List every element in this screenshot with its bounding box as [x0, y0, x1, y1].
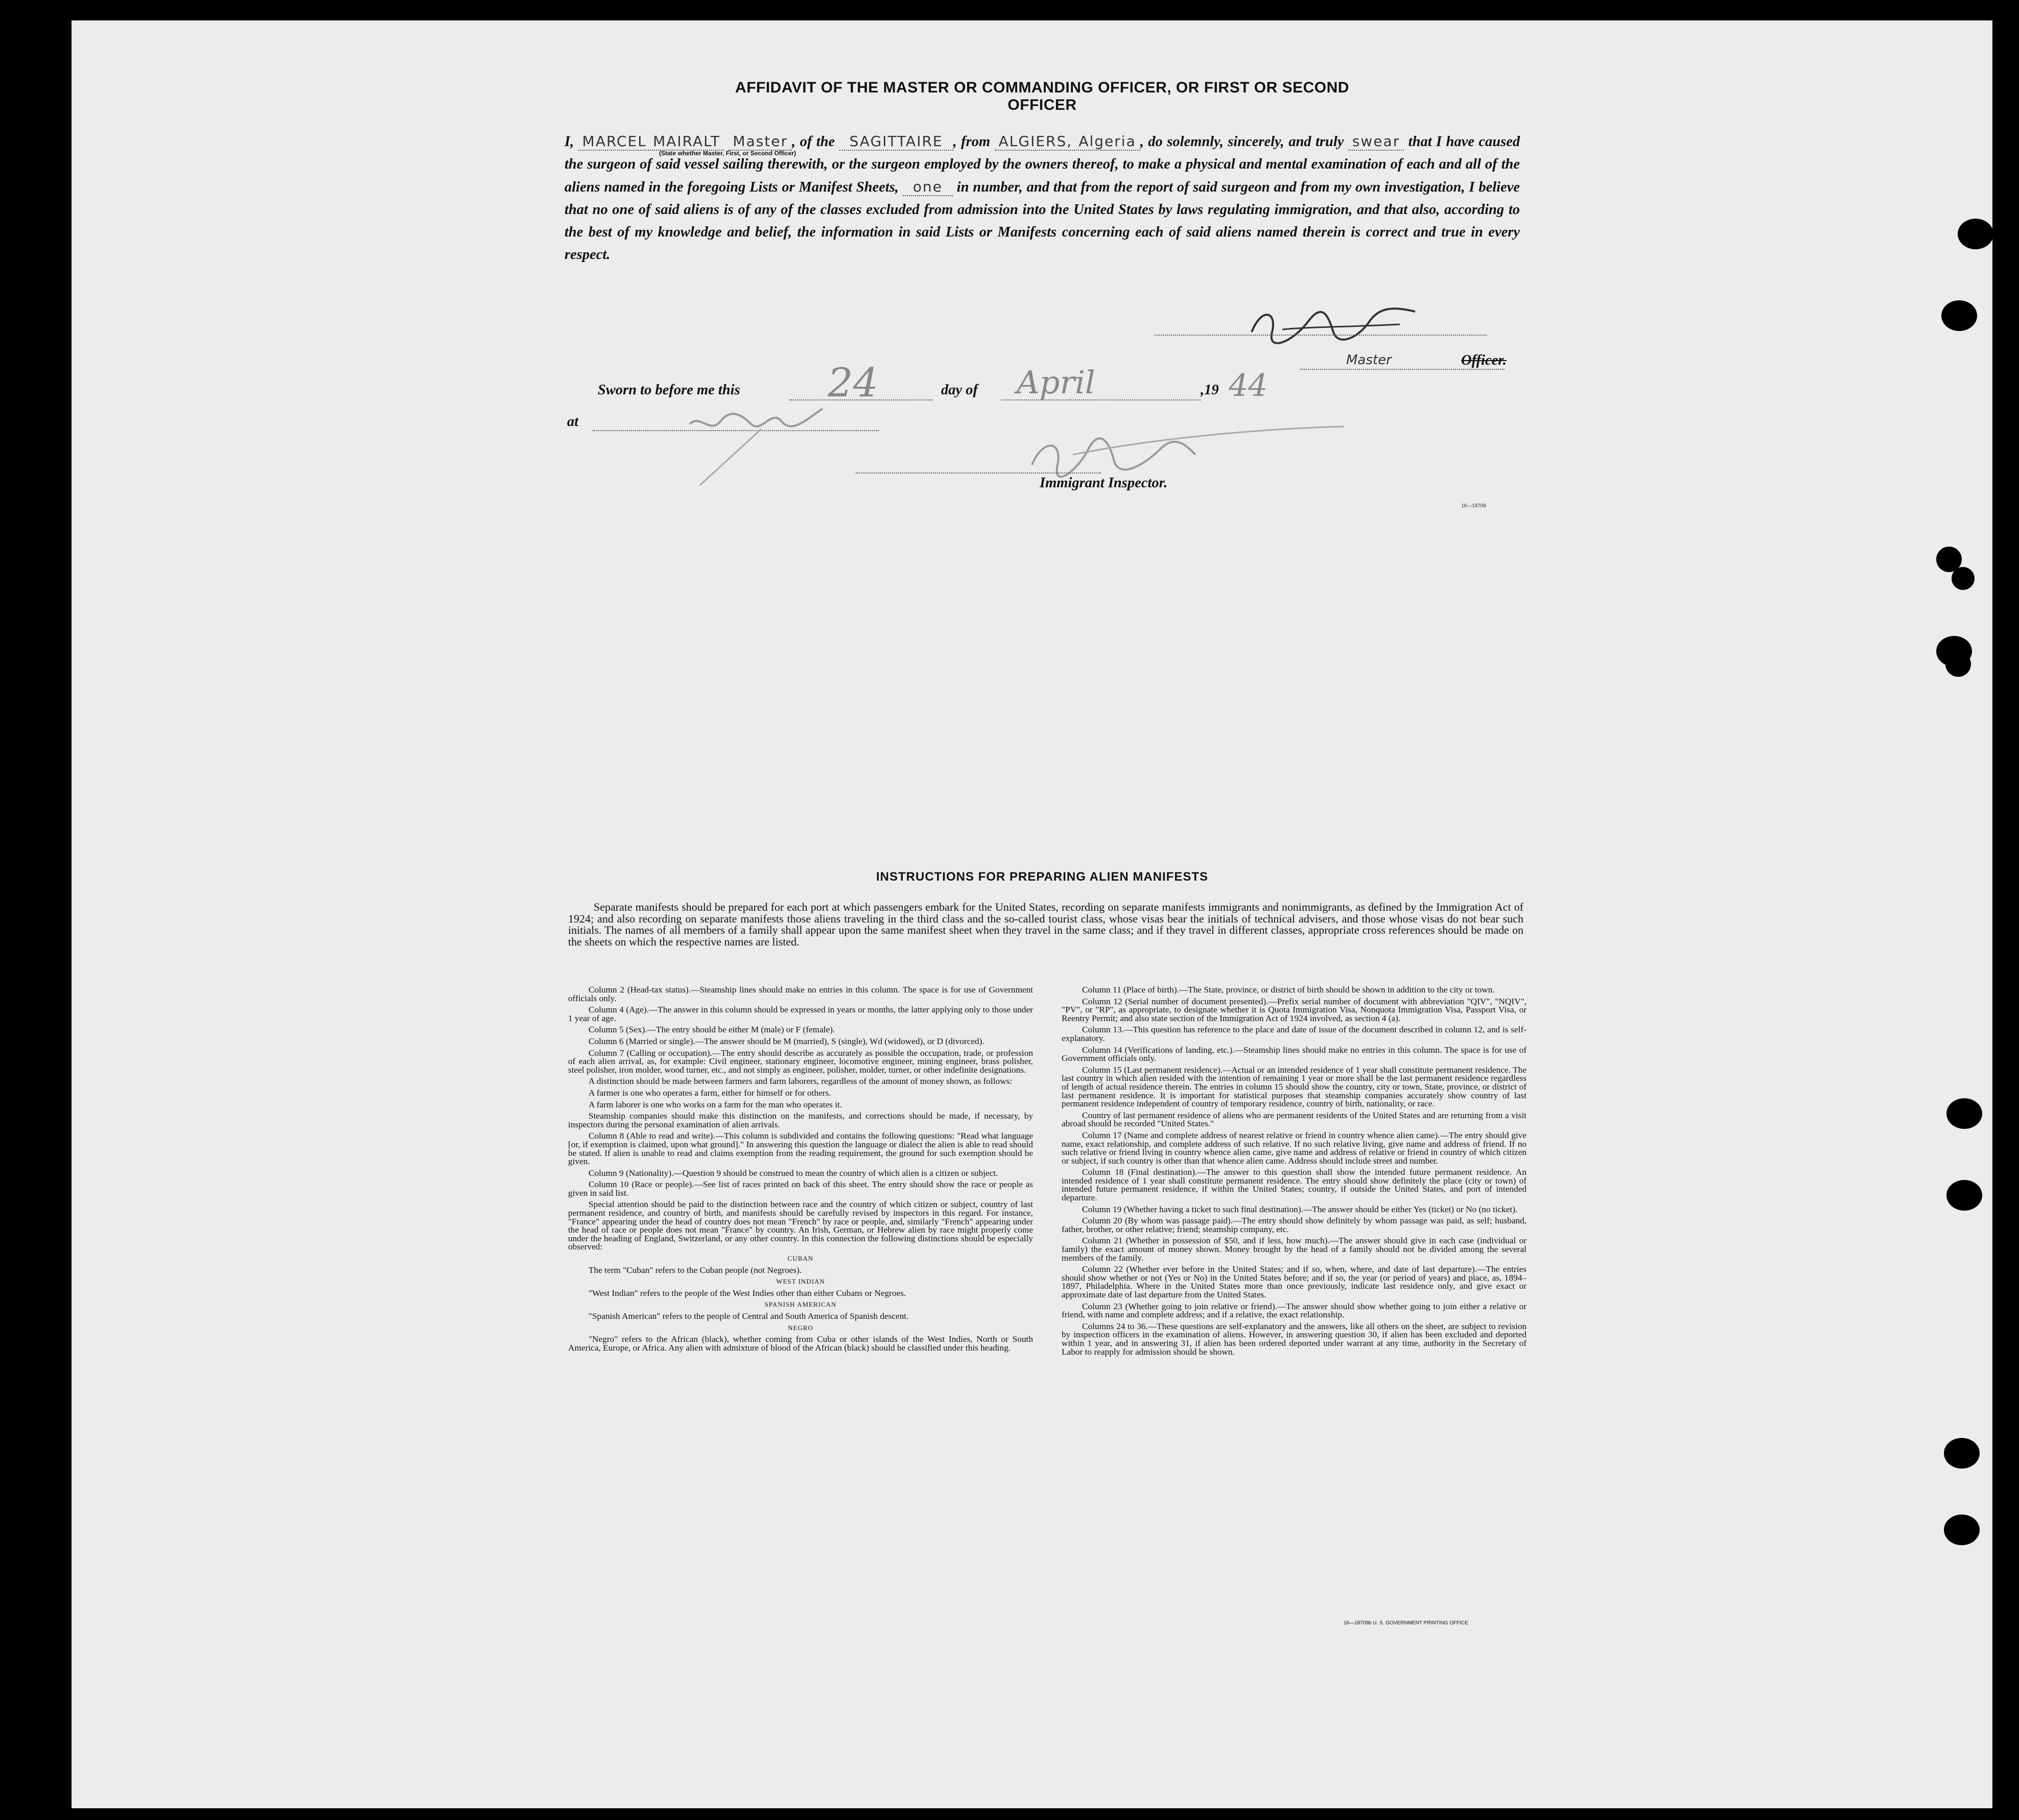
instruction-paragraph: Column 15 (Last permanent residence).—Actual or an intended residence of 1 year shall constitute permanent residence. The last country in which alien resided with the intention of remaining 1 year or more shall be the last permanent residence regardless of length of actual residence therein. The entries in column 15 should show the country, city or town, State, province, or district of last permanent residence. It is important for statistical purposes that steamship companies accurately show country of last permanent residence independent of country of temporary residence, country of birth, nationality, or race.	[1062, 1065, 1527, 1109]
rank-subnote: (State whether Master, First, or Second Officer)	[659, 150, 796, 157]
instruction-paragraph: A farmer is one who operates a farm, either for himself or for others.	[589, 1088, 831, 1098]
stamp-scrawl-icon	[679, 393, 894, 490]
instruction-paragraph: Column 13.—This question has reference to the place and date of issue of the document described in column 12, and is self-explanatory.	[1062, 1025, 1527, 1043]
inspector-line	[856, 472, 1101, 474]
instruction-paragraph: Column 11 (Place of birth).—The State, province, or district of birth should be shown in addition to the city or town.	[1082, 985, 1495, 995]
text-fragment: , from	[953, 134, 991, 150]
instruction-paragraph: Country of last permanent residence of aliens who are permanent residents of the United States and are returning from a visit abroad should be recorded "United States."	[1062, 1110, 1527, 1129]
instruction-paragraph: Column 4 (Age).—The answer in this column should be expressed in years or months, the latter applying only to those under 1 year of age.	[568, 1005, 1033, 1023]
instructions-title: INSTRUCTIONS FOR PREPARING ALIEN MANIFESTS	[876, 870, 1208, 884]
punch-hole	[1946, 1098, 1982, 1129]
year-prefix: ,19	[1201, 382, 1219, 398]
instruction-paragraph: Column 7 (Calling or occupation).—The entry should describe as accurately as possible the occupation, trade, or profession of each alien arrival, as, for example: Civil engineer, stationary engineer, locomotive engineer, mining engineer, brass polisher, steel polisher, iron molder, wood turner, etc., and not simply as engineer, polisher, molder, turner, or other indefinite designations.	[568, 1048, 1033, 1075]
section-heading-cuban: CUBAN	[787, 1255, 814, 1263]
instruction-paragraph: Column 22 (Whether ever before in the United States; and if so, when, where, and date of last departure).—The entries should show whether or not (Yes or No) in the United States before; and if so, the year (or period of years) and place, as, 1894–1897, Philadelphia. Where in the United States more than once previously, indicate last residence only, and give exact or approximate date of last departure from the United States.	[1062, 1264, 1527, 1299]
signature-scrawl-icon	[1247, 296, 1420, 352]
text-fragment: that I have caused the surgeon of said vessel sailing therewith, or the surgeon employed by the owners thereof, to make a physical and mental examination of each and all of the aliens named in the foregoing Lists or Manifest Sheets,	[565, 134, 1520, 195]
instructions-right-column	[1062, 986, 1527, 1359]
instruction-paragraph: Column 21 (Whether in possession of $50, and if less, how much).—The answer should give in each case (individual or family) the exact amount of money shown. Money brought by the head of a family should not be divided among the several members of the family.	[1062, 1236, 1527, 1263]
master-word: Master	[1346, 352, 1392, 368]
sworn-label: Sworn to before me this	[598, 382, 740, 398]
punch-hole	[1944, 1515, 1980, 1545]
instruction-paragraph: Column 8 (Able to read and write).—This column is subdivided and contains the following questions: "Read what language [or, if exemption is claimed, upon what ground]." In answering this question the language or dialect the alien is able to read should be stated. If alien is unable to read and claims exemption from the reading requirement, the ground for such exemption should be given.	[568, 1131, 1033, 1167]
officer-line	[1300, 369, 1505, 370]
instructions-intro: Separate manifests should be prepared for each port at which passengers embark for the United States, recording on separate manifests immigrants and nonimmigrants, as defined by the Immigration Act of 1924; and also recording on separate manifests those aliens traveling in the third class and the so-called tourist class, whose visas bear the initials of technical advisers, and those whose visas do not bear such initials. The names of all members of a family shall appear upon the same manifest sheet when they travel in the same class; and if they travel in different classes, appropriate cross references should be made on the sheets on which the respective names are listed.	[568, 901, 1523, 948]
printing-office-footer: 16—18709b U. S. GOVERNMENT PRINTING OFFICE	[1344, 1620, 1468, 1626]
master-signature	[1247, 296, 1420, 352]
text-fragment: in number, and that from the report of said surgeon and from my own investigation, I believe that no one of said aliens is of any of the classes excluded from admission into the United States by laws regulating immigration, and that also, according to the best of my knowledge and belief, the information in said Lists or Manifests concerning each of said aliens named therein is correct and true in every respect.	[565, 179, 1520, 263]
section-heading-negro: NEGRO	[788, 1323, 813, 1332]
instruction-paragraph: Column 10 (Race or people).—See list of races printed on back of this sheet. The entry should show the race or people as given in said list.	[568, 1179, 1033, 1198]
instruction-paragraph: Special attention should be paid to the distinction between race and the country of which citizen or subject, country of last permanent residence, and country of birth, and manifests should be carefully revised by inspectors in this regard. For instance, "France" appearing under the head of country does not mean "French" by race or people, and, similarly "French" appearing under the head of race or people does not mean "France" by country. An Irish, German, or Hebrew alien by race might properly come under the heading of England, Switzerland, or any other country. In this connection the following distinctions should be especially observed:	[568, 1199, 1033, 1252]
at-scrawl	[679, 393, 894, 492]
sheets-count-field: one	[903, 178, 953, 196]
instruction-paragraph: Column 2 (Head-tax status).—Steamship lines should make no entries in this column. The space is for use of Government officials only.	[568, 985, 1033, 1003]
instruction-paragraph: Column 9 (Nationality).—Question 9 should be construed to mean the country of which alien is a citizen or subject.	[589, 1168, 998, 1178]
instruction-paragraph: Column 14 (Verifications of landing, etc.).—Steamship lines should make no entries in this column. The space is for use of Government officials only.	[1062, 1045, 1527, 1063]
instruction-paragraph: Column 23 (Whether going to join relative or friend).—The answer should show whether going to join either a relative or friend, with name and complete address; and if a relative, the exact relationship.	[1062, 1301, 1527, 1320]
signature-line	[1155, 335, 1487, 336]
instruction-paragraph: Column 17 (Name and complete address of nearest relative or friend in country whence alien came).—The entry should give name, exact relationship, and complete address of such relative. If no such relative living, give name and address of friend. If no such relative or friend living in country whence alien came, give name and address of relative or friend in country of which citizen or subject, if such country is other than that whence alien came. Address should include street and number.	[1062, 1130, 1527, 1166]
instruction-paragraph: The term "Cuban" refers to the Cuban people (not Negroes).	[589, 1265, 802, 1275]
instruction-paragraph: Steamship companies should make this distinction on the manifests, and corrections should be made, if necessary, by inspectors during the personal examination of alien arrivals.	[568, 1111, 1033, 1129]
punch-hole	[1952, 567, 1975, 590]
at-label: at	[567, 414, 579, 430]
punch-hole	[1946, 1180, 1982, 1211]
punch-hole	[1941, 300, 1977, 331]
instruction-paragraph: Column 12 (Serial number of document presented).—Prefix serial number of document with abbreviation "QIV", "NQIV", "PV", or "RP", as appropriate, to designate whether it is Quota Immigration Visa, Nonquota Immigration Visa, Passport Visa, or Reentry Permit; and also state section of the Immigration Act of 1924 involved, as section 4 (a).	[1062, 996, 1527, 1023]
instruction-paragraph: Column 6 (Married or single).—The answer should be M (married), S (single), Wd (widowed), or D (divorced).	[589, 1036, 984, 1046]
punch-hole	[1945, 651, 1971, 677]
instruction-paragraph: "Spanish American" refers to the people of Central and South America of Spanish descent.	[589, 1311, 909, 1321]
master-name-field: MARCEL MAIRALT	[578, 133, 724, 151]
section-heading-spanish-american: SPANISH AMERICAN	[764, 1301, 837, 1309]
vessel-field: SAGITTAIRE	[839, 133, 953, 151]
instructions-left-column	[568, 986, 1033, 1355]
port-field: ALGIERS, Algeria	[995, 133, 1140, 151]
oath-field: swear	[1348, 133, 1404, 151]
punch-hole	[1944, 1438, 1980, 1469]
affidavit-title: AFFIDAVIT OF THE MASTER OR COMMANDING OFFICER, OR FIRST OR SECOND OFFICER	[735, 79, 1349, 113]
section-heading-west-indian: WEST INDIAN	[776, 1278, 825, 1286]
day-of-label: day of	[941, 382, 978, 398]
instruction-paragraph: Column 18 (Final destination).—The answer to this question shall show the intended future permanent residence. An intended residence of 1 year shall constitute permanent residence. The entry should show definitely the place (city or town) of intended future permanent residence, if within the United States; country, if outside the United States, and port of intended departure.	[1062, 1167, 1527, 1203]
sworn-month: April	[1017, 364, 1095, 401]
instruction-paragraph: Column 19 (Whether having a ticket to such final destination).—The answer should be either Yes (ticket) or No (no ticket).	[1082, 1204, 1518, 1214]
instruction-paragraph: "West Indian" refers to the people of the West Indies other than either Cubans or Negroes.	[589, 1288, 906, 1298]
form-number: 16—18709	[1461, 503, 1486, 509]
instruction-paragraph: A distinction should be made between farmers and farm laborers, regardless of the amount of money shown, as follows:	[589, 1076, 1013, 1086]
punch-hole	[1958, 219, 1993, 249]
scan-border	[0, 0, 72, 1820]
instruction-paragraph: Column 20 (By whom was passage paid).—The entry should show definitely by whom passage was paid, as self; husband, father, brother, or other relative; friend; steamship company, etc.	[1062, 1216, 1527, 1234]
text-fragment: I,	[565, 134, 574, 150]
officer-word: Officer.	[1461, 352, 1507, 368]
text-fragment: , do	[1140, 134, 1163, 150]
rank-field: Master	[729, 133, 792, 151]
text-fragment: solemnly, sincerely, and truly	[1167, 134, 1344, 150]
instruction-paragraph: Columns 24 to 36.—These questions are self-explanatory and the answers, like all others on the sheet, are subject to revision by inspection officers in the examination of aliens. However, in answering question 30, if alien has been excluded and deported within 1 year, and in answering 31, if alien has been ordered deported under warrant at any time, authority in the Secretary of Labor to reapply for admission should be shown.	[1062, 1321, 1527, 1357]
text-fragment: , of the	[792, 134, 835, 150]
instruction-paragraph: Column 5 (Sex).—The entry should be either M (male) or F (female).	[589, 1025, 835, 1035]
instruction-paragraph: A farm laborer is one who works on a farm for the man who operates it.	[589, 1099, 842, 1109]
year-suffix: 44	[1229, 368, 1268, 404]
instruction-paragraph: "Negro" refers to the African (black), whether coming from Cuba or other islands of the West Indies, North or South America, Europe, or Africa. Any alien with admixture of blood of the African (black) should be classified under this heading.	[568, 1334, 1033, 1353]
sworn-day: 24	[828, 360, 879, 406]
inspector-label: Immigrant Inspector.	[1040, 475, 1168, 491]
